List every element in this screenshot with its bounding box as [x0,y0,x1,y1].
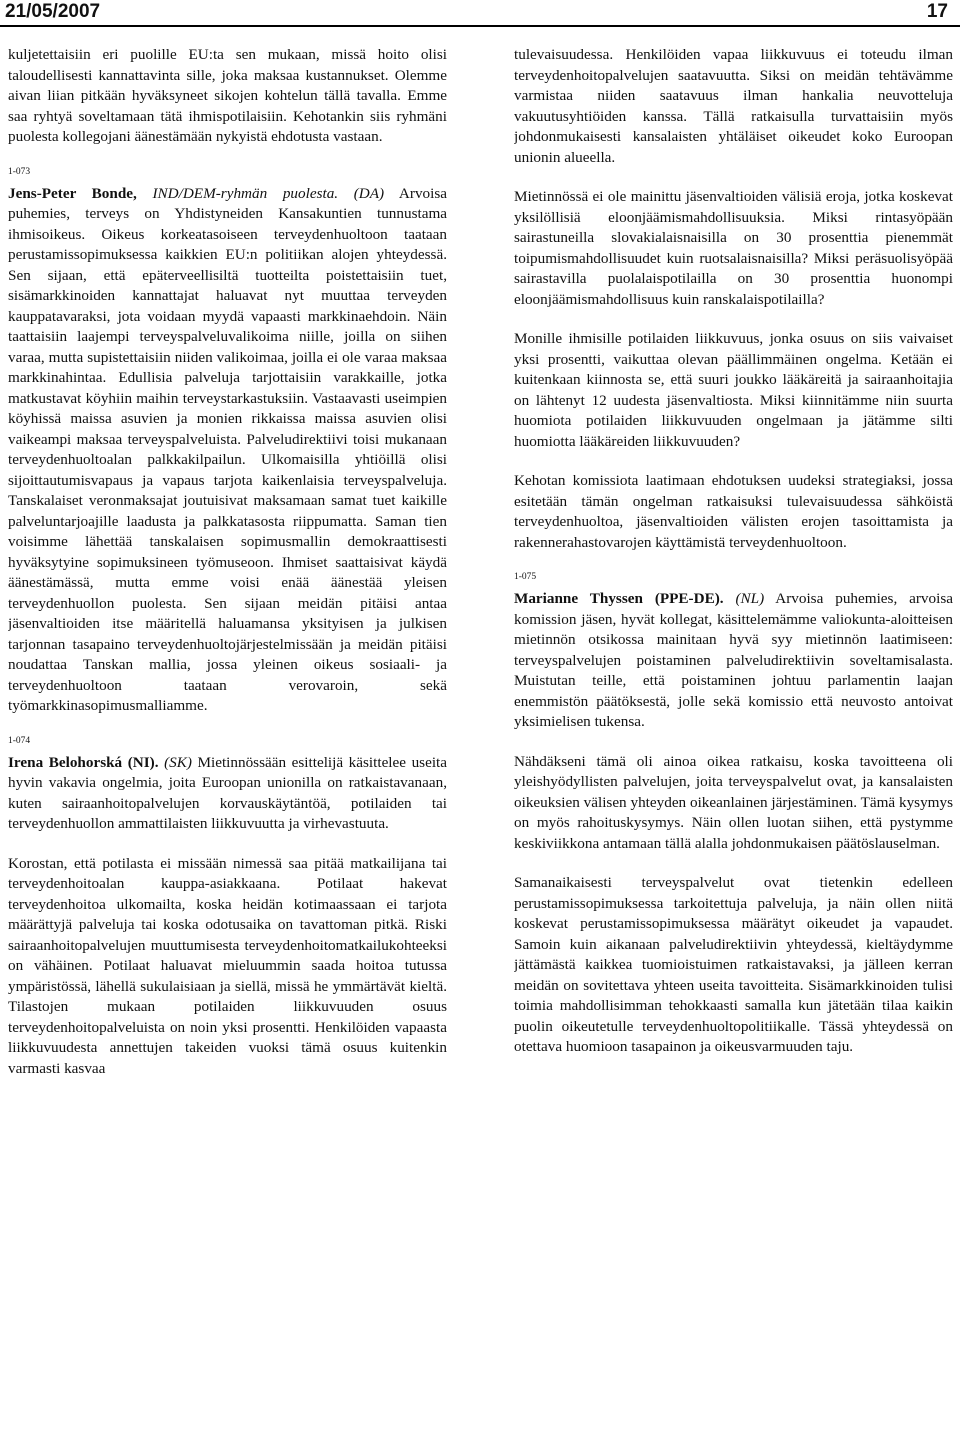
item-reference: 1-075 [514,572,537,582]
speech-text: Arvoisa puhemies, terveys on Yhdistyneiden Kansakuntien tunnustama ihmisoikeus. Oikeus korkeatasoiseen terveydenhuoltoon taataan perustamissopimuksessa kaikkien EU:n politiikan alojen yhteydessä. Sen sijaan, että epäterveellisiltä tuotteilta poistettaisiin tuet, sisämarkkinoiden kannattajat haluavat nyt muuttaa terveyden kauppatavaraksi, jota voidaan myydä vapaasti markkinaehdoin. Näin taattaisiin laajempi terveyspalveluvalikoima niille, joilla on siihen varaa, mutta supistettaisiin niiden valikoimaa, joilla ei ole varaa maksaa markkinahintaa. Edullisia palveluja tarjottaisiin varakkaille, jotka matkustavat köyhiin maihin terveystarkastuksiin. Vastaavasti useimpien köyhissä maissa asuvien ja monien rikkaissa maissa asuvien olisi vaikeampi maksaa terveyspalveluista. Palveludirektiivi toisi mukanaan terveydenhuoltoalan palkkakilpailun. Ulkomaisilla yhtiöillä olisi sijoittautumisvapaus ja vapaus tarjota kaikenlaisia terveyspalveluja. Tanskalaiset veronmaksajat joutuisivat maksamaan samat tuet kaikille palveluntarjoajille laadusta ja palkkatasosta riippumatta. Saman tien voisimme lähettää tanskalaisen sopimusmallin demokraattisesti hyväksytyine sopimuksineen työmuseoon. Ihmiset saattaisivat käydä äänestämässä, mutta emme voisi enää äänestää yleisen terveydenhuollon puolesta. Sen sijaan meidän pitäisi antaa jäsenvaltioiden itse määritellä haluamansa yksityisen ja julkisen tarjonnan tasapaino terveydenhuoltojärjestelmissään ja meidän pitäisi noudattaa Tanskan mallia, jossa yleinen oikeus sosiaali- ja terveydenhuoltoon taataan verovaroin, sekä työmarkkinasopimusmalliamme. [8,184,447,714]
paragraph: Samanaikaisesti terveyspalvelut ovat tietenkin edelleen perustamissopimuksessa tarkoitettuja palveluja, ja näin ollen niitä koskevat perustamissopimuksessa määrätyt oikeudet ja vapaudet. Samoin kuin aikanaan palveludirektiivin yhteydessä, kieltäydymme jättämästä kaikkea tuomioistuimen ratkaistavaksi, ja jälleen kerran meidän on sovitettava yhteen useita tavoitteita. Sisämarkkinoiden tulisi toimia mahdollisimman tehokkaasti samalla kun jätetään tilaa kaikin puolin oikeutetulle terveydenhuoltopolitiikalle. Tässä yhteydessä on otettava huomioon tasapainon ja oikeusvarmuuden taju. [514,874,953,1055]
right-column [514,45,953,1433]
item-reference: 1-074 [8,735,31,746]
speaker-name: Marianne Thyssen (PPE-DE). [514,590,724,607]
paragraph: Mietinnössä ei ole mainittu jäsenvaltioiden välisiä eroja, jotka koskevat yksilöllisiä eloonjäämismahdollisuuksia. Miksi rintasyöpään sairastuneilla slovakialaisnaisilla on 30 prosenttia pienemmät toipumismahdollisuudet kuin ruotsalaisnaisilla? Miksi peräsuolisyöpää sairastavilla puolalaispotilailla on 30 prosenttia huonompi eloonjäämismahdollisuus kuin ranskalaispotilailla? [514,188,953,308]
language-code: (SK) [164,753,192,771]
page-number: 17 [926,1,948,22]
paragraph: Kehotan komissiota laatimaan ehdotuksen uudeksi strategiaksi, jossa esitetään tämän ongelman ratkaisuksi tulevaisuudessa sähköistä terveydenhuoltoa, jäsenvaltioiden välisten erojen tasoittamista ja rakennerahastovarojen käyttämistä terveydenhuoltoon. [514,472,953,551]
paragraph: Monille ihmisille potilaiden liikkuvuus, jonka osuus on siis vaivaiset yksi prosentti, vaikuttaa olevan päällimmäinen ongelma. Ketään ei kuitenkaan kiinnosta se, että suuri joukko lääkäreitä ja sairaanhoitajia on lähtenyt 12 uudesta jäsenvaltiosta. Miksi kiinnitämme niin suurta huomiota potilaiden liikkuvuuden ongelmaan ja jätämme silti huomiotta lääkäreiden liikkuvuuden? [514,330,953,450]
paragraph: kuljetettaisiin eri puolille EU:ta sen mukaan, missä hoito olisi taloudellisesti kannattavinta sille, joka maksaa kustannukset. Olemme aivan liian pitkään hyväksyneet sikojen kohtelun tällä tavalla. Emme saa ryhtyä soveltamaan tätä ihmispotilaisiin. Kehotankin siis ryhmäni puolesta kollegojani äänestämään nykyistä ehdotusta vastaan. [8,46,447,145]
language-code: (DA) [353,184,385,202]
paragraph: Korostan, että potilasta ei missään nimessä saa pitää matkailijana tai terveydenhoitoalan kauppa-asiakkaana. Potilaat hakevat terveydenhoitoa ulkomailta, koska heidän kotimaassaan ei tarjota määrättyjä palveluja tai koska odotusaika on tavattoman pitkä. Riski sairaanhoitopalvelujen muuttumisesta terveydenhoitomatkailukohteeksi on vähäinen. Potilaat haluavat mieluummin saada hoitoa tutussa ympäristössä, lähellä sukulaisiaan ja siellä, missä he ymmärtävät kieltä. Tilastojen mukaan potilaiden liikkuvuuden osuus terveydenhoitopalveluista on noin yksi prosentti. Henkilöiden vapaasta liikkuvuudesta annettujen takeiden vuoksi tämä osuus kuitenkin varmasti kasvaa [8,854,447,1077]
speech-marianne-thyssen [514,589,953,733]
item-reference: 1-073 [8,166,31,177]
speech-irena-belohorska [8,753,447,835]
speaker-affiliation: IND/DEM-ryhmän puolesta. [152,184,339,202]
left-column [8,45,447,1433]
speaker-name: Irena Belohorská (NI). [8,753,159,771]
session-date: 21/05/2007 [5,1,101,22]
speech-text: Mietinnössään esittelijä käsittelee useita hyvin vakavia ongelmia, joita Euroopan unionilla on ratkaistavanaan, kuten sairaanhoitopalvelujen korvauskäytäntöä, potilaiden tai terveydenhuollon ammattilaisten liikkuvuutta ja virhevastuuta. [8,753,447,832]
speaker-name: Jens-Peter Bonde, [8,184,137,202]
speech-text: Arvoisa puhemies, arvoisa komission jäsen, hyvät kollegat, käsittelemämme valiokunta-aloitteisen mietinnön otsikossa mainitaan hyvä syy mietinnön laatimiseen: terveyspalvelujen poistaminen palveludirektiivin soveltamisalasta. Muistutan teille, että poistaminen johtuu parlamentin laajan enemmistön päätöksestä, jolle sekä komissio että neuvosto antoivat yksimielisen tukensa. [514,590,953,730]
page-header [0,0,960,26]
paragraph: Nähdäkseni tämä oli ainoa oikea ratkaisu, koska tavoitteena oli yleishyödyllisten palvelujen, joita terveyspalvelut ovat, ja kansalaisten oikeuksien välisen yhteyden oikeanlainen järjestäminen. Tämä kysymys on myös rahoituskysymys. Näin ollen luotan siihen, että pystymme keskiviikkona antamaan tällä alalla johdonmukaisen päätöslauselman. [514,752,953,852]
speech-jens-peter-bonde [8,184,447,717]
header-rule [0,25,960,27]
paragraph: tulevaisuudessa. Henkilöiden vapaa liikkuvuus ei toteudu ilman terveydenhoitopalvelujen saatavuutta. Siksi on meidän tehtävämme varmistaa niiden saatavuus ilman hankalia neuvotteluja vakuutusyhtiöiden kanssa. Tällä ratkaisulla turvattaisiin myös johdonmukaisesti kansalaisten yhtäläiset oikeudet koko Euroopan unionin alueella. [514,46,953,166]
language-code: (NL) [735,590,765,607]
